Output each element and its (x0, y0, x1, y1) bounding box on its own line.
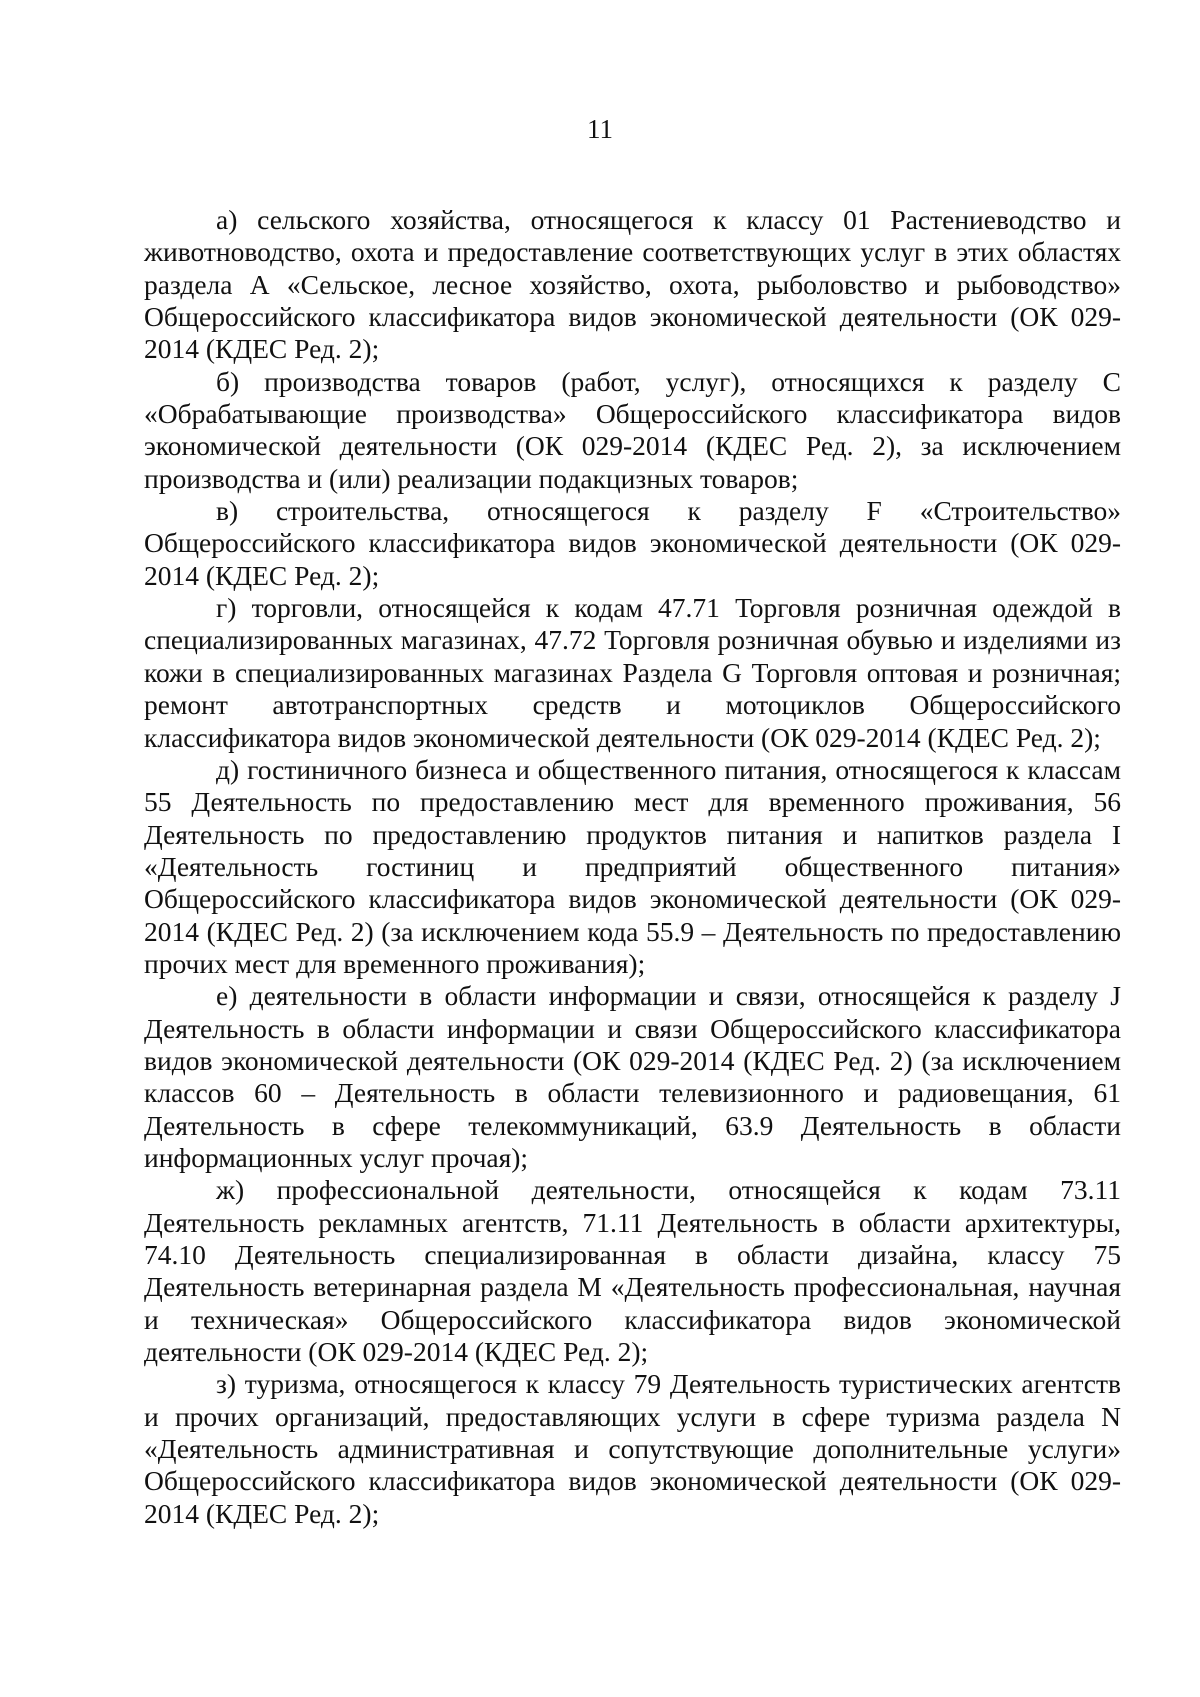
paragraph-a: а) сельского хозяйства, относящегося к классу 01 Растениеводство и животноводство, охота и предоставление соответствующих услуг в этих областях раздела А «Сельское, лесное хозяйство, охота, рыболовство и рыбоводство» Общероссийского классификатора видов экономической деятельности (ОК 029-2014 (КДЕС Ред. 2); (144, 204, 1121, 365)
paragraph-v: в) строительства, относящегося к разделу F «Строительство» Общероссийского классификатора видов экономической деятельности (ОК 029-2014 (КДЕС Ред. 2); (144, 495, 1121, 591)
paragraph-e: е) деятельности в области информации и связи, относящейся к разделу J Деятельность в области информации и связи Общероссийского классификатора видов экономической деятельности (ОК 029-2014 (КДЕС Ред. 2) (за исключением классов 60 – Деятельность в области телевизионного и радиовещания, 61 Деятельность в сфере телекоммуникаций, 63.9 Деятельность в области информационных услуг прочая); (144, 980, 1121, 1173)
paragraph-b: б) производства товаров (работ, услуг), относящихся к разделу С «Обрабатывающие производства» Общероссийского классификатора видов экономической деятельности (ОК 029-2014 (КДЕС Ред. 2), за исключением производства и (или) реализации подакцизных товаров; (144, 365, 1121, 494)
paragraph-d: д) гостиничного бизнеса и общественного питания, относящегося к классам 55 Деятельность по предоставлению мест для временного проживания, 56 Деятельность по предоставлению продуктов питания и напитков раздела I «Деятельность гостиниц и предприятий общественного питания» Общероссийского классификатора видов экономической деятельности (ОК 029-2014 (КДЕС Ред. 2) (за исключением кода 55.9 – Деятельность по предоставлению прочих мест для временного проживания); (144, 753, 1121, 979)
paragraph-g: г) торговли, относящейся к кодам 47.71 Торговля розничная одеждой в специализированных магазинах, 47.72 Торговля розничная обувью и изделиями из кожи в специализированных магазинах Раздела G Торговля оптовая и розничная; ремонт автотранспортных средств и мотоциклов Общероссийского классификатора видов экономической деятельности (ОК 029-2014 (КДЕС Ред. 2); (144, 592, 1121, 753)
paragraph-z: з) туризма, относящегося к классу 79 Деятельность туристических агентств и прочих организаций, предоставляющих услуги в сфере туризма раздела N «Деятельность административная и сопутствующие дополнительные услуги» Общероссийского классификатора видов экономической деятельности (ОК 029-2014 (КДЕС Ред. 2); (144, 1368, 1121, 1529)
document-body (144, 204, 1121, 1530)
paragraph-zh: ж) профессиональной деятельности, относящейся к кодам 73.11 Деятельность рекламных агентств, 71.11 Деятельность в области архитектуры, 74.10 Деятельность специализированная в области дизайна, классу 75 Деятельность ветеринарная раздела М «Деятельность профессиональная, научная и техническая» Общероссийского классификатора видов экономической деятельности (ОК 029-2014 (КДЕС Ред. 2); (144, 1174, 1121, 1368)
page-number: 11 (587, 114, 613, 144)
